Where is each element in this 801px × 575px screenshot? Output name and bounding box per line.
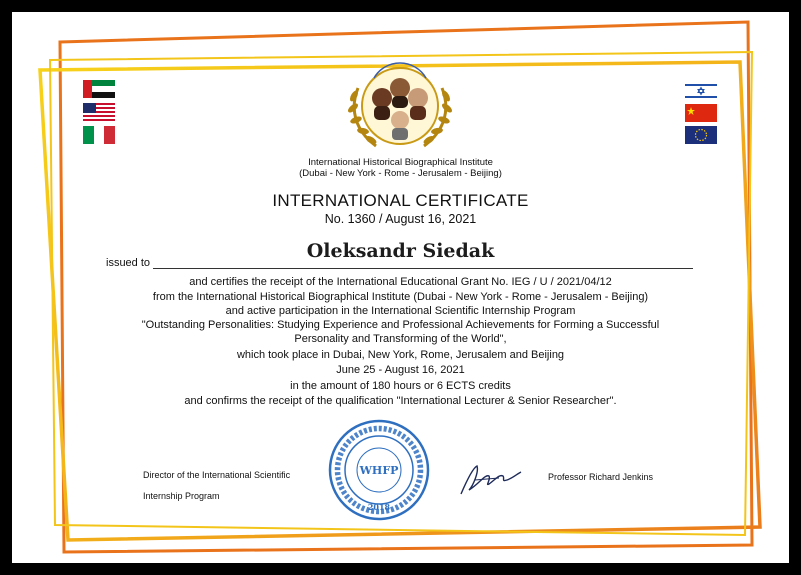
director-title-line1: Director of the International Scientific: [143, 470, 291, 480]
usa-flag-icon: [83, 103, 115, 121]
eu-flag-icon: [685, 126, 717, 144]
china-flag-icon: [685, 104, 717, 122]
body-line: June 25 - August 16, 2021: [336, 364, 465, 376]
certificate-number: No. 1360 / August 16, 2021: [324, 212, 477, 226]
institute-seal-stamp: [327, 418, 431, 522]
recipient-underline: [153, 268, 693, 269]
uae-flag-icon: [83, 80, 115, 98]
certificate-title: INTERNATIONAL CERTIFICATE: [272, 191, 529, 210]
issued-to-label: issued to: [106, 257, 151, 269]
body-line: from the International Historical Biographical Institute (Dubai - New York - Rome - Jerusalem - Beijing): [152, 291, 649, 303]
institute-cities: (Dubai - New York - Rome - Jerusalem - Beijing): [299, 168, 502, 179]
seal-year: 2018: [367, 502, 391, 512]
body-line: Personality and Transforming of the World",: [294, 333, 507, 345]
israel-flag-icon: [685, 82, 717, 100]
body-line: "Outstanding Personalities: Studying Experience and Professional Achievements for Forming a Successful: [141, 319, 660, 331]
body-line: and confirms the receipt of the qualification "International Lecturer & Senior Researcher".: [184, 395, 617, 407]
director-title-line2: Internship Program: [143, 491, 220, 501]
seal-center-text: WHFP: [359, 464, 399, 477]
body-line: in the amount of 180 hours or 6 ECTS credits: [290, 380, 511, 392]
body-line: which took place in Dubai, New York, Rome, Jerusalem and Beijing: [236, 349, 565, 361]
handwritten-signature: [455, 460, 525, 500]
recipient-name: Oleksandr Siedak: [306, 240, 495, 262]
signatory-name: Professor Richard Jenkins: [548, 472, 654, 482]
body-line: and certifies the receipt of the International Educational Grant No. IEG / U / 2021/04/12: [189, 276, 612, 288]
italy-flag-icon: [83, 126, 115, 144]
institute-name: International Historical Biographical Institute: [308, 157, 493, 168]
institute-emblem-logo: [338, 58, 462, 158]
body-line: and active participation in the International Scientific Internship Program: [225, 305, 576, 317]
